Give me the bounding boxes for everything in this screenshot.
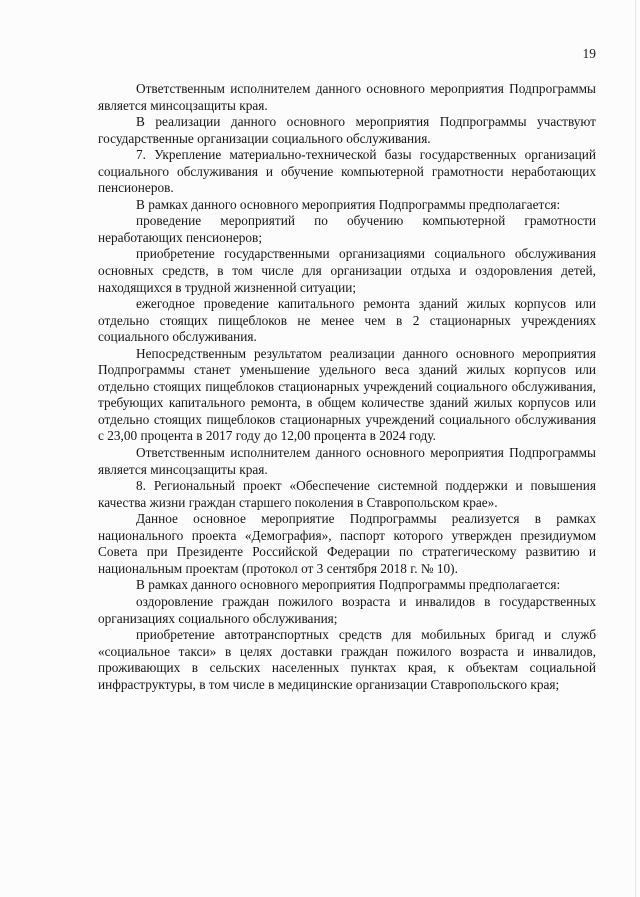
paragraph: 8. Региональный проект «Обеспечение системной поддержки и повышения качества жизни граждан старшего поколения в Ставропольском крае». — [98, 478, 596, 510]
paragraph: приобретение государственными организациями социального обслуживания основных средств, в том числе для организации отдыха и оздоровления детей, находящихся в трудной жизненной ситуации; — [98, 246, 596, 295]
paragraph: Ответственным исполнителем данного основного мероприятия Подпрограммы является минсоцзащиты края. — [98, 81, 596, 113]
page-number: 19 — [582, 46, 596, 61]
paragraph: Непосредственным результатом реализации данного основного мероприятия Подпрограммы станет уменьшение удельного веса зданий жилых корпусов или отдельно стоящих пищеблоков стационарных учреждений социального обслуживания, требующих капитального ремонта, в общем количестве зданий жилых корпусов или отдельно стоящих пищеблоков стационарных учреждений социального обслуживания с 23,00 процента в 2017 году до 12,00 процента в 2024 году. — [98, 345, 596, 444]
paragraph: приобретение автотранспортных средств для мобильных бригад и служб «социальное такси» в целях доставки граждан пожилого возраста и инвалидов, проживающих в сельских населенных пунктах края, к объектам социальной инфраструктуры, в том числе в медицинские организации Ставропольского края; — [98, 627, 596, 692]
paragraph: 7. Укрепление материально-технической базы государственных организаций социального обслуживания и обучение компьютерной грамотности неработающих пенсионеров. — [98, 147, 596, 196]
paragraph: оздоровление граждан пожилого возраста и инвалидов в государственных организациях социального обслуживания; — [98, 593, 596, 626]
paragraph: В рамках данного основного мероприятия Подпрограммы предполагается: — [136, 577, 561, 593]
scan-edge-line — [635, 0, 636, 897]
paragraph: В реализации данного основного мероприятия Подпрограммы участвуют государственные организации социального обслуживания. — [98, 114, 596, 146]
paragraph: Ответственным исполнителем данного основного мероприятия Подпрограммы является минсоцзащиты края. — [98, 445, 596, 477]
document-body — [98, 81, 596, 693]
paragraph: проведение мероприятий по обучению компьютерной грамотности неработающих пенсионеров; — [98, 213, 596, 245]
paragraph: ежегодное проведение капитального ремонта зданий жилых корпусов или отдельно стоящих пищеблоков не менее чем в 2 стационарных учреждениях социального обслуживания. — [98, 296, 596, 345]
paragraph: В рамках данного основного мероприятия Подпрограммы предполагается: — [136, 196, 561, 212]
paragraph: Данное основное мероприятие Подпрограммы реализуется в рамках национального проекта «Демография», паспорт которого утвержден президиумом Совета при Президенте Российской Федерации по стратегическому развитию и национальным проектам (протокол от 3 сентября 2018 г. № 10). — [98, 511, 596, 576]
